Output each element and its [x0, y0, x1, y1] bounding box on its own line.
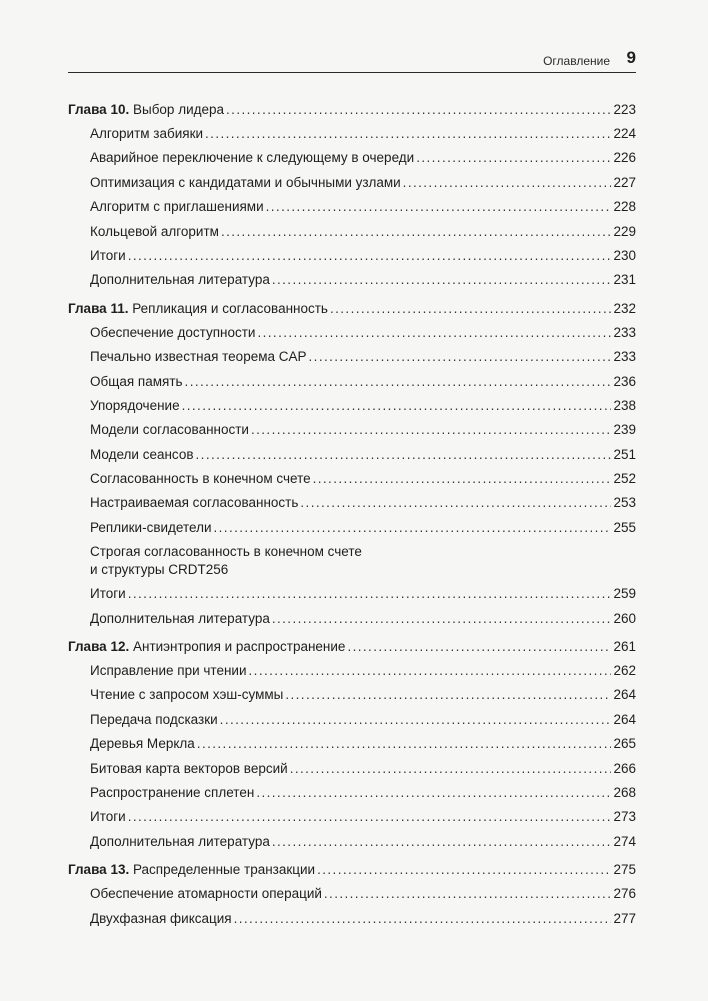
entry-page: 239	[613, 422, 636, 438]
chapter-title: Антиэнтропия и распространение	[132, 639, 346, 655]
entry-page: 227	[613, 174, 636, 190]
dot-leader	[300, 495, 611, 511]
toc-entry-row[interactable]	[68, 687, 636, 711]
page-number: 9	[626, 48, 636, 67]
dot-leader	[272, 611, 612, 627]
table-of-contents	[68, 102, 636, 935]
dot-leader	[324, 886, 612, 902]
toc-entry-row[interactable]	[68, 272, 636, 296]
toc-entry-row[interactable]	[68, 611, 636, 635]
chapter-label: Глава 13.	[68, 862, 130, 878]
dot-leader	[182, 398, 612, 414]
toc-entry-row[interactable]	[68, 834, 636, 858]
toc-entry-row[interactable]	[68, 495, 636, 519]
dot-leader	[290, 761, 612, 777]
entry-title: Обеспечение доступности	[90, 324, 256, 340]
entry-title: Передача подсказки	[90, 711, 218, 727]
entry-title: Обеспечение атомарности операций	[90, 886, 322, 902]
entry-page: 228	[613, 199, 636, 215]
dot-leader	[403, 175, 612, 191]
entry-title: Дополнительная литература	[90, 833, 270, 849]
entry-title: Алгоритм забияки	[90, 126, 204, 141]
entry-title: Дополнительная литература	[90, 610, 270, 626]
toc-entry-row[interactable]	[68, 422, 636, 446]
chapter-page: 232	[613, 300, 636, 316]
toc-entry-row[interactable]	[68, 248, 636, 272]
toc-entry-row[interactable]	[68, 809, 636, 833]
dot-leader	[196, 447, 612, 463]
entry-page: 251	[613, 446, 636, 462]
entry-page: 265	[613, 736, 636, 752]
toc-chapter-row[interactable]	[68, 301, 636, 325]
dot-leader	[249, 663, 612, 679]
entry-title: Чтение с запросом хэш-суммы	[90, 687, 284, 703]
dot-leader	[214, 520, 612, 536]
running-head-section: Оглавление	[543, 54, 610, 68]
toc-entry-row[interactable]	[68, 447, 636, 471]
entry-page: 264	[613, 711, 636, 727]
toc-entry-row[interactable]	[68, 761, 636, 785]
entry-page: 264	[613, 687, 636, 703]
dot-leader	[257, 325, 611, 341]
toc-entry-row[interactable]	[68, 150, 636, 174]
entry-page: 268	[613, 784, 636, 800]
toc-entry-row[interactable]	[68, 175, 636, 199]
dot-leader	[220, 712, 612, 728]
entry-title: Битовая карта векторов версий	[90, 760, 288, 776]
entry-page: 255	[613, 519, 636, 535]
toc-entry-row[interactable]	[68, 471, 636, 495]
entry-page: 277	[613, 910, 636, 926]
entry-title: Алгоритм с приглашениями	[90, 199, 264, 215]
toc-entry-row[interactable]	[68, 586, 636, 610]
entry-page: 256	[205, 562, 229, 578]
toc-entry-row[interactable]	[68, 224, 636, 248]
toc-entry-row[interactable]	[68, 785, 636, 809]
dot-leader	[205, 126, 611, 142]
entry-page: 230	[613, 247, 636, 263]
entry-title: Согласованность в конечном счете	[90, 471, 311, 487]
entry-title: Исправление при чтении	[90, 663, 247, 679]
chapter-title: Репликация и согласованность	[132, 300, 328, 316]
toc-entry-row[interactable]	[68, 911, 636, 935]
entry-title: Распространение сплетен	[90, 784, 255, 800]
entry-title: Общая память	[90, 373, 183, 389]
entry-page: 238	[613, 397, 636, 413]
dot-leader	[197, 736, 612, 752]
entry-page: 233	[613, 349, 636, 365]
entry-title: Аварийное переключение к следующему в очереди	[90, 150, 415, 166]
entry-page: 276	[613, 886, 636, 902]
chapter-title: Распределенные транзакции	[132, 862, 316, 878]
toc-entry-row[interactable]	[68, 544, 636, 586]
entry-title-line1: Строгая согласованность в конечном счете	[90, 544, 362, 560]
entry-title: Двухфазная фиксация	[90, 910, 232, 926]
toc-entry-row[interactable]	[68, 199, 636, 223]
dot-leader	[128, 809, 612, 825]
dot-leader	[266, 199, 612, 215]
toc-entry-row[interactable]	[68, 736, 636, 760]
entry-page: 233	[613, 324, 636, 340]
entry-page: 260	[613, 610, 636, 626]
entry-page: 226	[613, 150, 636, 166]
toc-entry-row[interactable]	[68, 520, 636, 544]
entry-title: Упорядочение	[90, 397, 180, 413]
toc-entry-row[interactable]	[68, 349, 636, 373]
chapter-label: Глава 11.	[68, 300, 129, 316]
entry-title: Дополнительная литература	[90, 272, 270, 288]
entry-title: Реплики-свидетели	[90, 519, 212, 535]
dot-leader	[330, 301, 612, 317]
entry-title: Печально известная теорема CAP	[90, 349, 307, 365]
entry-title: Кольцевой алгоритм	[90, 223, 219, 239]
entry-page: 266	[613, 760, 636, 776]
entry-page: 273	[613, 809, 636, 825]
dot-leader	[128, 248, 612, 264]
dot-leader	[272, 272, 612, 288]
entry-page: 224	[613, 126, 636, 141]
chapter-page: 261	[613, 639, 636, 655]
entry-page: 236	[613, 373, 636, 389]
entry-page: 274	[613, 833, 636, 849]
entry-page: 229	[613, 223, 636, 239]
dot-leader	[185, 374, 612, 390]
dot-leader	[272, 834, 612, 850]
chapter-label: Глава 12.	[68, 639, 130, 655]
toc-entry-row[interactable]	[68, 886, 636, 910]
entry-title: и структуры CRDT	[90, 562, 206, 578]
entry-title: Итоги	[90, 586, 126, 602]
dot-leader	[347, 639, 611, 655]
dot-leader	[128, 586, 612, 602]
entry-page: 262	[613, 663, 636, 679]
dot-leader	[313, 471, 612, 487]
toc-chapter-row[interactable]	[68, 639, 636, 663]
entry-page: 231	[613, 272, 636, 288]
toc-entry-row[interactable]	[68, 663, 636, 687]
entry-title: Деревья Меркла	[90, 736, 195, 752]
entry-page: 252	[613, 471, 636, 487]
entry-page: 259	[613, 586, 636, 602]
entry-page: 253	[613, 495, 636, 511]
toc-entry-row[interactable]	[68, 325, 636, 349]
chapter-title: Выбор лидера	[132, 102, 225, 117]
entry-title: Итоги	[90, 247, 126, 263]
dot-leader	[416, 150, 611, 166]
toc-entry-row[interactable]	[68, 126, 636, 150]
entry-title: Оптимизация с кандидатами и обычными узлами	[90, 174, 401, 190]
running-header	[68, 50, 636, 73]
dot-leader	[317, 862, 611, 878]
toc-chapter-row[interactable]	[68, 102, 636, 126]
dot-leader	[234, 911, 612, 927]
entry-title: Итоги	[90, 809, 126, 825]
toc-entry-row[interactable]	[68, 398, 636, 422]
dot-leader	[256, 785, 611, 801]
toc-entry-row[interactable]	[68, 374, 636, 398]
dot-leader	[221, 224, 612, 240]
dot-leader	[285, 687, 611, 703]
chapter-page: 223	[613, 102, 636, 117]
chapter-label: Глава 10.	[68, 102, 130, 117]
entry-title: Модели согласованности	[90, 422, 249, 438]
dot-leader	[309, 349, 612, 365]
dot-leader	[251, 422, 612, 438]
entry-title: Настраиваемая согласованность	[90, 495, 299, 511]
toc-entry-row[interactable]	[68, 712, 636, 736]
dot-leader	[226, 102, 611, 118]
chapter-page: 275	[613, 862, 636, 878]
entry-title: Модели сеансов	[90, 446, 194, 462]
toc-chapter-row[interactable]	[68, 862, 636, 886]
